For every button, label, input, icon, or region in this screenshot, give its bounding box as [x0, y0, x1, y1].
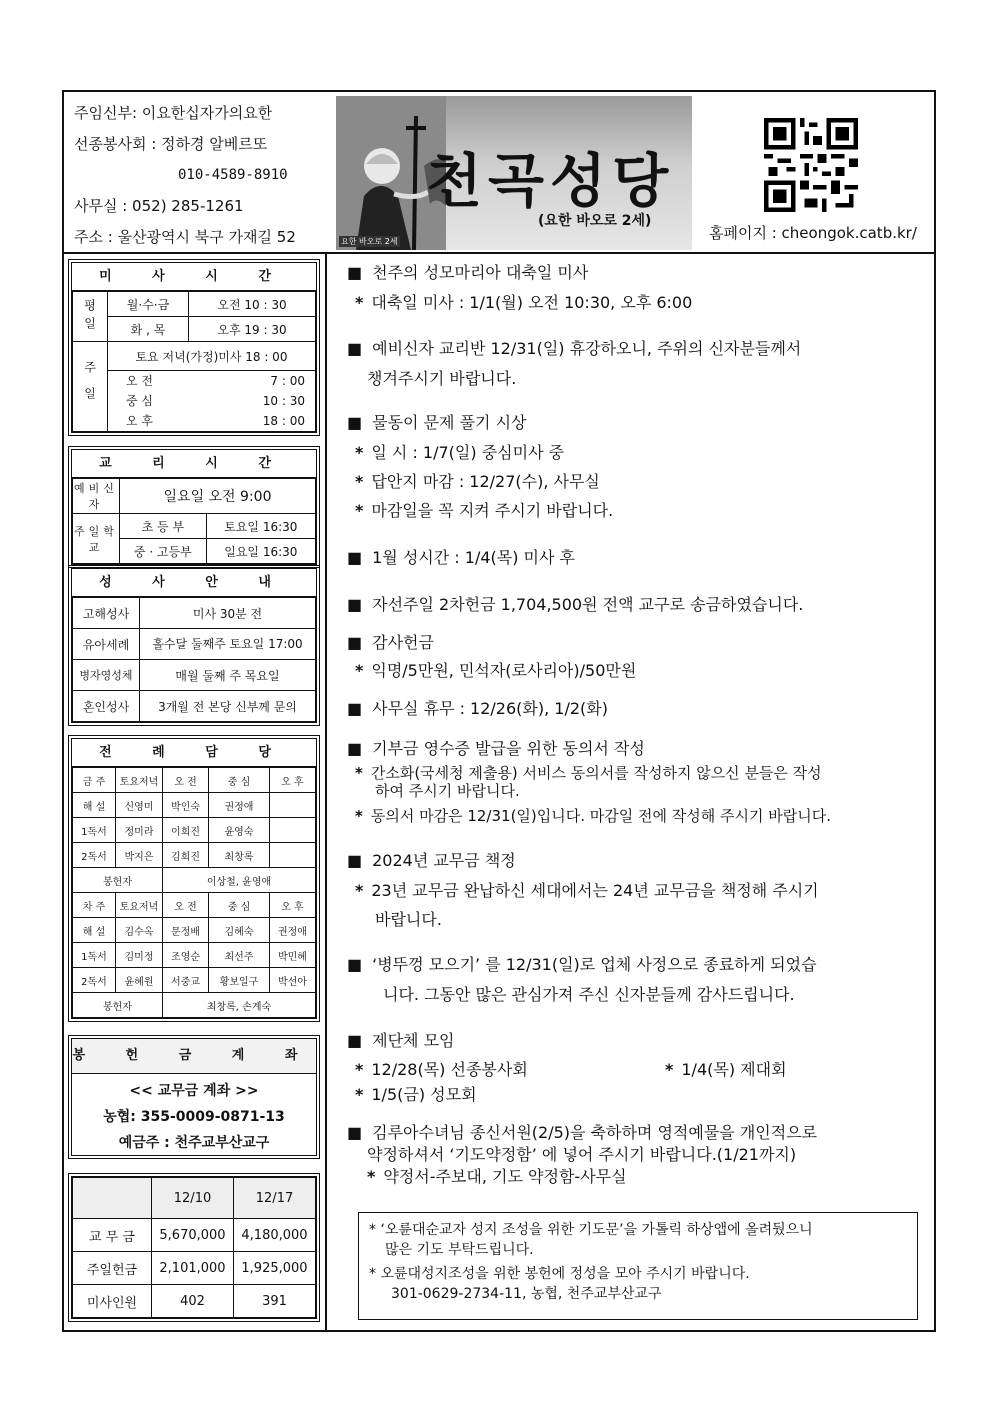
memorial-note-box	[358, 1212, 918, 1320]
offering-value: 5,670,000	[152, 1219, 234, 1252]
school-time: 토요일 16:30	[206, 514, 315, 539]
liturgy-person: 권정애	[269, 918, 315, 943]
liturgy-person: 권정애	[209, 793, 270, 818]
liturgy-person: 김미정	[116, 943, 163, 968]
notice-detail: 약정하셔서 ‘기도약정함’ 에 넣어 주시기 바랍니다.(1/21까지)	[367, 1145, 797, 1164]
offering-date: 12/17	[234, 1178, 316, 1219]
liturgy-person	[269, 818, 315, 843]
liturgy-person: 박민혜	[269, 943, 315, 968]
council: 선종봉사회 : 정하경 알베르또	[74, 135, 268, 153]
liturgy-header: 중 심	[209, 768, 270, 793]
weekday-days: 화 , 목	[108, 317, 189, 342]
saturday-mass: 토요 저녁(가정)미사 18 : 00	[108, 342, 316, 371]
sunday-mass-time: 10 : 30	[262, 394, 305, 408]
notice-title: ■ 2024년 교무금 책정	[347, 848, 516, 871]
sunday-mass-name: 중 심	[126, 394, 153, 408]
homepage-link[interactable]: 홈페이지 : cheongok.catb.kr/	[709, 224, 917, 242]
mass-times-title: 미 사 시 간	[72, 263, 316, 291]
liturgy-header: 토요저녁	[116, 768, 163, 793]
liturgy-title: 전 례 담 당	[72, 739, 316, 767]
notice-detail: * 대축일 미사 : 1/1(월) 오전 10:30, 오후 6:00	[355, 290, 692, 313]
liturgy-person: 박선아	[269, 968, 315, 993]
liturgy-role: 해 설	[73, 918, 116, 943]
account-title: 봉 헌 금 계 좌	[72, 1039, 316, 1074]
notice-detail: * 답안지 마감 : 12/27(수), 사무실	[355, 469, 600, 492]
sunday-mass-time: 18 : 00	[262, 414, 305, 428]
note-line: 301-0629-2734-11, 농협, 천주교부산교구	[391, 1286, 662, 1302]
liturgy-person	[269, 843, 315, 868]
weekday-label: 평일	[73, 292, 108, 342]
school-grade: 초 등 부	[120, 514, 207, 539]
notice-detail: * 1/5(금) 성모회	[355, 1082, 477, 1105]
catechumen-time: 일요일 오전 9:00	[120, 479, 316, 514]
notice-detail: * 간소화(국세청 제출용) 서비스 동의서를 작성하지 않으신 분들은 작성	[355, 762, 822, 783]
school-time: 일요일 16:30	[206, 539, 315, 564]
sacrament-name: 병자영성체	[73, 660, 140, 691]
notice-detail: * 일 시 : 1/7(일) 중심미사 중	[355, 440, 564, 463]
offering-date: 12/10	[152, 1178, 234, 1219]
offering-label: 미사인원	[73, 1285, 152, 1318]
council-phone: 010-4589-8910	[178, 167, 288, 183]
notice-title: ■ 예비신자 교리반 12/31(일) 휴강하오니, 주위의 신자분들께서	[347, 336, 801, 359]
sunday-mass-name: 오 전	[126, 374, 153, 388]
offerings-table	[72, 1177, 316, 1318]
liturgy-person: 김희진	[163, 843, 209, 868]
note-line: 많은 기도 부탁드립니다.	[385, 1242, 534, 1258]
liturgy-person: 정미라	[116, 818, 163, 843]
account-line: 농협: 355-0009-0871-13	[103, 1109, 285, 1125]
notice-title: ■ ‘병뚜껑 모으기’ 를 12/31(일)로 업체 사정으로 종료하게 되었습	[347, 952, 817, 975]
sunday-school-label: 주일학교	[73, 514, 120, 564]
liturgy-table	[72, 767, 316, 1018]
liturgy-offering: 이상철, 윤영애	[163, 868, 316, 893]
notice-title: ■ 감사헌금	[347, 630, 434, 653]
pastor: 주임신부: 이요한십자가의요한	[74, 104, 273, 122]
photo-caption: 요한 바오로 2세	[341, 237, 398, 246]
liturgy-person: 서중교	[163, 968, 209, 993]
office-phone: 사무실 : 052) 285-1261	[74, 197, 244, 215]
liturgy-person: 윤혜원	[116, 968, 163, 993]
notice-title: ■ 제단체 모임	[347, 1028, 455, 1051]
sunday-label: 주일	[73, 342, 108, 432]
notice-detail: * 1/4(목) 제대회	[665, 1057, 787, 1080]
liturgy-header: 금 주	[73, 768, 116, 793]
notice-title: ■ 천주의 성모마리아 대축일 미사	[347, 260, 588, 283]
notice-detail: * 익명/5만원, 민석자(로사리아)/50만원	[355, 658, 636, 681]
liturgy-role: 1독서	[73, 943, 116, 968]
liturgy-header: 오 전	[163, 768, 209, 793]
liturgy-person: 박지은	[116, 843, 163, 868]
liturgy-header: 중 심	[209, 893, 270, 918]
notice-detail: 챙겨주시기 바랍니다.	[367, 369, 517, 388]
liturgy-person: 김수옥	[116, 918, 163, 943]
notice-detail: * 마감일을 꼭 지켜 주시기 바랍니다.	[355, 498, 613, 521]
liturgy-offering-label: 봉헌자	[73, 868, 163, 893]
account-line: 예금주 : 천주교부산교구	[118, 1135, 270, 1151]
liturgy-role: 해 설	[73, 793, 116, 818]
liturgy-person: 최창록	[209, 843, 270, 868]
liturgy-offering: 최창록, 손계숙	[163, 993, 316, 1018]
bulletin-frame	[62, 90, 936, 1332]
account-line: << 교무금 계좌 >>	[129, 1083, 259, 1099]
liturgy-header: 오 후	[269, 768, 315, 793]
sacrament-name: 혼인성사	[73, 691, 140, 722]
header-info	[74, 98, 329, 253]
offering-value: 402	[152, 1285, 234, 1318]
offering-value: 4,180,000	[234, 1219, 316, 1252]
liturgy-person	[269, 793, 315, 818]
sacrament-name: 유아세례	[73, 629, 140, 660]
liturgy-person: 이희진	[163, 818, 209, 843]
liturgy-offering-label: 봉헌자	[73, 993, 163, 1018]
sunday-mass-time: 7 : 00	[270, 374, 305, 388]
notice-detail: * 23년 교무금 완납하신 세대에서는 24년 교무금을 책정해 주시기	[355, 878, 819, 901]
liturgy-header: 오 후	[269, 893, 315, 918]
account-box	[71, 1038, 317, 1156]
notice-detail: 하여 주시기 바랍니다.	[375, 782, 520, 800]
notice-title: ■ 자선주일 2차헌금 1,704,500원 전액 교구로 송금하였습니다.	[347, 592, 803, 615]
note-line: * ‘오륜대순교자 성지 조성을 위한 기도문’을 가톨릭 하상앱에 올려뒀으니	[369, 1222, 813, 1238]
liturgy-person: 박인숙	[163, 793, 209, 818]
liturgy-person: 김혜숙	[209, 918, 270, 943]
liturgy-person: 최선주	[209, 943, 270, 968]
offering-label: 교 무 금	[73, 1219, 152, 1252]
offering-value: 2,101,000	[152, 1252, 234, 1285]
offering-label: 주일헌금	[73, 1252, 152, 1285]
liturgy-person: 신영미	[116, 793, 163, 818]
church-name: 천곡성당	[426, 147, 675, 215]
offerings-corner	[73, 1178, 152, 1219]
notice-detail: * 동의서 마감은 12/31(일)입니다. 마감일 전에 작성해 주시기 바랍니다.	[355, 805, 831, 826]
notice-detail: * 약정서-주보대, 기도 약정함-사무실	[367, 1164, 627, 1187]
sacrament-value: 3개월 전 본당 신부께 문의	[140, 691, 316, 722]
offerings-box	[71, 1176, 317, 1319]
catechism-box	[71, 449, 317, 565]
notice-title: ■ 김루아수녀님 종신서원(2/5)을 축하하며 영적예물을 개인적으로	[347, 1120, 817, 1143]
sacraments-box	[71, 568, 317, 723]
liturgy-header: 오 전	[163, 893, 209, 918]
patron-saint: (요한 바오로 2세)	[538, 213, 652, 229]
liturgy-header: 차 주	[73, 893, 116, 918]
liturgy-person: 조영순	[163, 943, 209, 968]
sunday-mass-name: 오 후	[126, 414, 153, 428]
sacrament-value: 미사 30분 전	[140, 598, 316, 629]
notice-title: ■ 물동이 문제 풀기 시상	[347, 410, 527, 433]
liturgy-header: 토요저녁	[116, 893, 163, 918]
header-divider	[64, 252, 934, 254]
qr-code-icon[interactable]	[764, 118, 858, 212]
notice-detail: * 12/28(목) 선종봉사회	[355, 1057, 528, 1080]
school-grade: 중 · 고등부	[120, 539, 207, 564]
notice-title: ■ 기부금 영수증 발급을 위한 동의서 작성	[347, 736, 645, 759]
column-divider	[325, 252, 327, 1330]
liturgy-box	[71, 738, 317, 1019]
sacrament-value: 홀수달 둘째주 토요일 17:00	[140, 629, 316, 660]
liturgy-role: 2독서	[73, 968, 116, 993]
catechumen-label: 예비신자	[73, 479, 120, 514]
notice-title: ■ 1월 성시간 : 1/4(목) 미사 후	[347, 545, 575, 568]
sacrament-value: 매월 둘째 주 목요일	[140, 660, 316, 691]
catechism-title: 교 리 시 간	[72, 450, 316, 478]
notice-detail: 니다. 그동안 많은 관심가져 주신 신자분들께 감사드립니다.	[383, 985, 795, 1004]
liturgy-person: 황보일구	[209, 968, 270, 993]
catechism-table	[72, 478, 316, 564]
sacraments-title: 성 사 안 내	[72, 569, 316, 597]
weekday-time: 오후 19 : 30	[189, 317, 316, 342]
account-details	[72, 1074, 316, 1156]
offering-value: 391	[234, 1285, 316, 1318]
offering-value: 1,925,000	[234, 1252, 316, 1285]
sacrament-name: 고해성사	[73, 598, 140, 629]
church-banner	[336, 96, 692, 250]
notice-detail: 바랍니다.	[375, 910, 442, 929]
sunday-masses	[108, 371, 316, 432]
mass-times-box	[71, 262, 317, 433]
note-line: * 오륜대성지조성을 위한 봉헌에 정성을 모아 주시기 바랍니다.	[369, 1266, 750, 1282]
address: 주소 : 울산광역시 북구 가재길 52	[74, 228, 296, 246]
weekday-days: 월·수·금	[108, 292, 189, 317]
weekday-time: 오전 10 : 30	[189, 292, 316, 317]
sacraments-table	[72, 597, 316, 722]
liturgy-role: 1독서	[73, 818, 116, 843]
liturgy-role: 2독서	[73, 843, 116, 868]
mass-times-table	[72, 291, 316, 432]
liturgy-person: 문정배	[163, 918, 209, 943]
notice-title: ■ 사무실 휴무 : 12/26(화), 1/2(화)	[347, 696, 608, 719]
liturgy-person: 윤영숙	[209, 818, 270, 843]
